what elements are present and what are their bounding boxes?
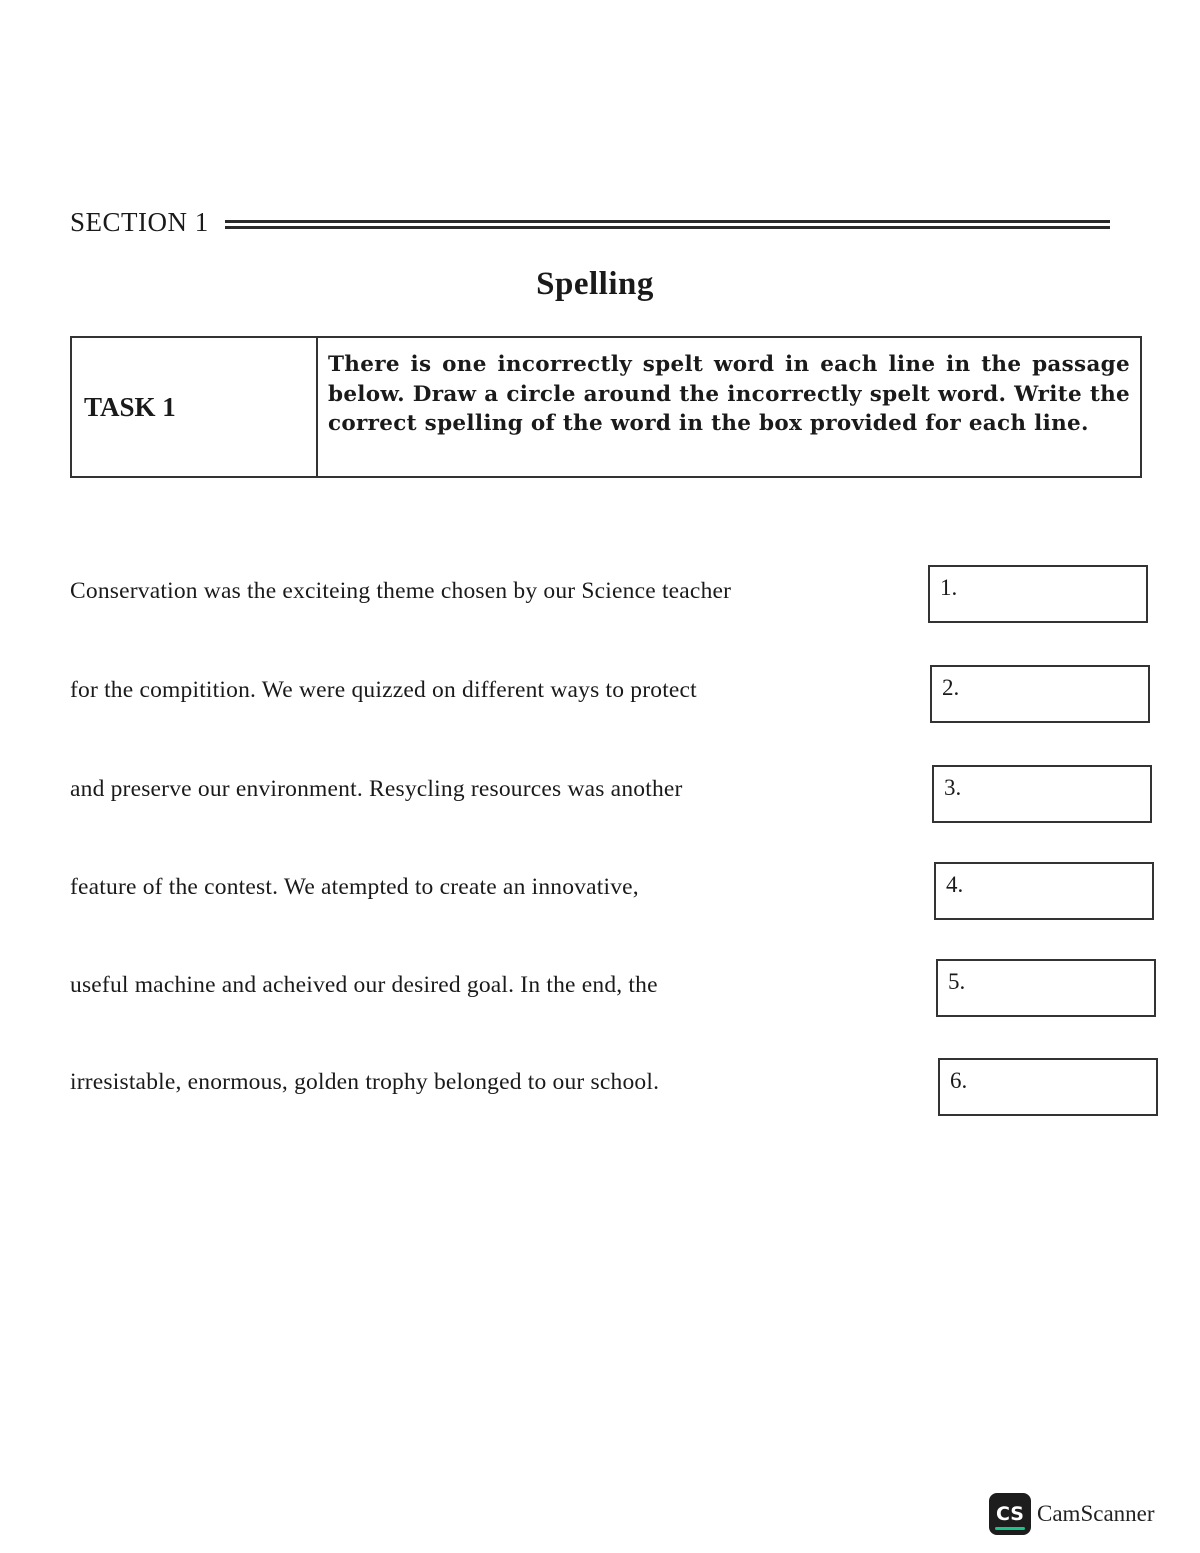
- section-label: SECTION 1: [70, 206, 209, 237]
- page-title: Spelling: [536, 266, 654, 302]
- passage-line-1: Conservation was the exciteing theme chosen by our Science teacher: [70, 578, 732, 604]
- passage-line-2: for the compitition. We were quizzed on different ways to protect: [70, 677, 697, 703]
- answer-box-5[interactable]: 5.: [936, 959, 1156, 1017]
- task-instructions: There is one incorrectly spelt word in each line in the passage below. Draw a circle around the incorrectly spelt word. Write the correct spelling of the word in the box provided for each line.: [328, 352, 1130, 436]
- answer-box-4[interactable]: 4.: [934, 862, 1154, 920]
- answer-box-1[interactable]: 1.: [928, 565, 1148, 623]
- camscanner-logo-icon: CS: [989, 1493, 1031, 1535]
- answer-box-2[interactable]: 2.: [930, 665, 1150, 723]
- answer-box-3[interactable]: 3.: [932, 765, 1152, 823]
- passage-line-5: useful machine and acheived our desired goal. In the end, the: [70, 972, 658, 998]
- camscanner-name: CamScanner: [1037, 1501, 1155, 1526]
- section-header: [70, 202, 1110, 242]
- camscanner-watermark: [989, 1493, 1155, 1535]
- section-divider: [225, 220, 1110, 229]
- task-box: [70, 336, 1142, 478]
- passage-line-6: irresistable, enormous, golden trophy belonged to our school.: [70, 1069, 660, 1095]
- answer-box-6[interactable]: 6.: [938, 1058, 1158, 1116]
- passage-line-3: and preserve our environment. Resycling resources was another: [70, 776, 683, 802]
- passage-line-4: feature of the contest. We atempted to create an innovative,: [70, 874, 639, 900]
- task-label: TASK 1: [72, 338, 318, 476]
